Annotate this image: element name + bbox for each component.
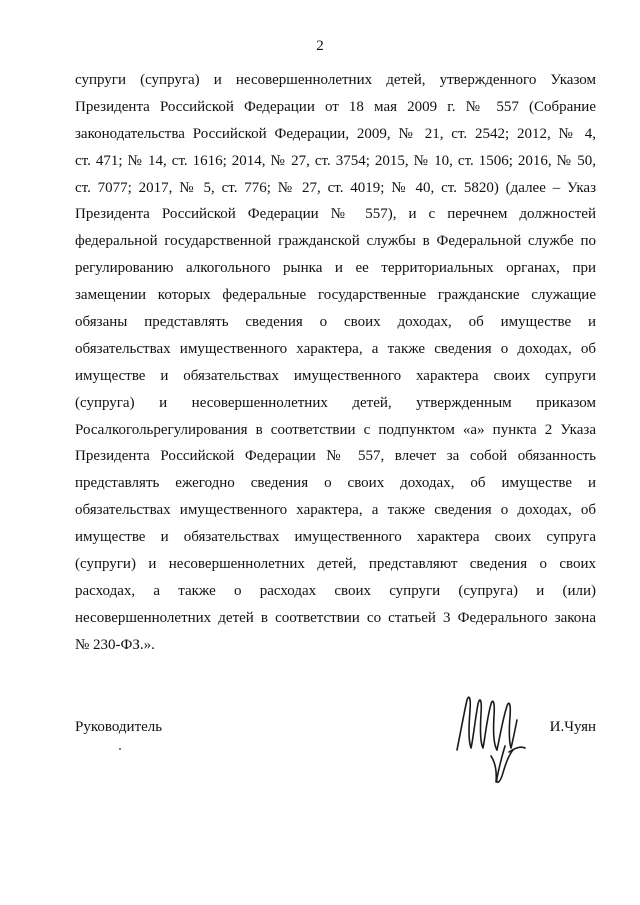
text-line: Президента Российской Федерации от 18 мая 2009 г. № 557 (Собрание bbox=[75, 98, 596, 115]
text-line: ст. 471; № 14, ст. 1616; 2014, № 27, ст. 3754; 2015, № 10, ст. 1506; 2016, № 50, bbox=[75, 152, 596, 169]
text-line: обязательствах имущественного характера, а также сведения о доходах, об bbox=[75, 502, 596, 519]
text-line: Президента Российской Федерации № 557, влечет за собой обязанность bbox=[75, 448, 596, 465]
handwritten-signature bbox=[453, 690, 528, 790]
text-line: несовершеннолетних детей в соответствии со статьей 3 Федерального закона bbox=[75, 609, 596, 626]
page-number: 2 bbox=[316, 38, 324, 54]
text-line: Президента Российской Федерации № 557), и с перечнем должностей bbox=[75, 206, 596, 223]
text-line: (супруги) и несовершеннолетних детей, представляют сведения о своих bbox=[75, 556, 596, 573]
text-line: расходах, а также о расходах своих супруги (супруга) и (или) bbox=[75, 582, 596, 599]
text-line: ст. 7077; 2017, № 5, ст. 776; № 27, ст. 4019; № 40, ст. 5820) (далее – Указ bbox=[75, 179, 596, 196]
signer-title: Руководитель bbox=[75, 719, 163, 735]
text-line: федеральной государственной гражданской службы в Федеральной службе по bbox=[75, 233, 596, 250]
scan-speck bbox=[119, 748, 121, 750]
text-line: представлять ежегодно сведения о своих доходах, об имуществе и bbox=[75, 475, 596, 492]
text-line: супруги (супруга) и несовершеннолетних детей, утвержденного Указом bbox=[75, 72, 596, 88]
text-line: замещении которых федеральные государственные гражданские служащие bbox=[75, 287, 596, 304]
body-paragraph bbox=[75, 67, 596, 659]
text-line: законодательства Российской Федерации, 2009, № 21, ст. 2542; 2012, № 4, bbox=[75, 125, 596, 142]
text-line: Росалкогольрегулирования в соответствии с подпунктом «а» пункта 2 Указа bbox=[75, 421, 596, 438]
text-line: обязательствах имущественного характера, а также сведения о доходах, об bbox=[75, 340, 596, 357]
text-line: регулированию алкогольного рынка и ее территориальных органах, при bbox=[75, 260, 596, 277]
text-line: (супруга) и несовершеннолетних детей, утвержденным приказом bbox=[75, 394, 596, 411]
signer-name: И.Чуян bbox=[549, 719, 596, 735]
text-line: имуществе и обязательствах имущественного характера своих супруга bbox=[75, 529, 596, 546]
signature-block bbox=[75, 690, 596, 800]
text-line: обязаны представлять сведения о своих доходах, об имуществе и bbox=[75, 314, 596, 331]
text-line: имуществе и обязательствах имущественного характера своих супруги bbox=[75, 367, 596, 384]
text-line-last: № 230-ФЗ.». bbox=[75, 636, 155, 653]
